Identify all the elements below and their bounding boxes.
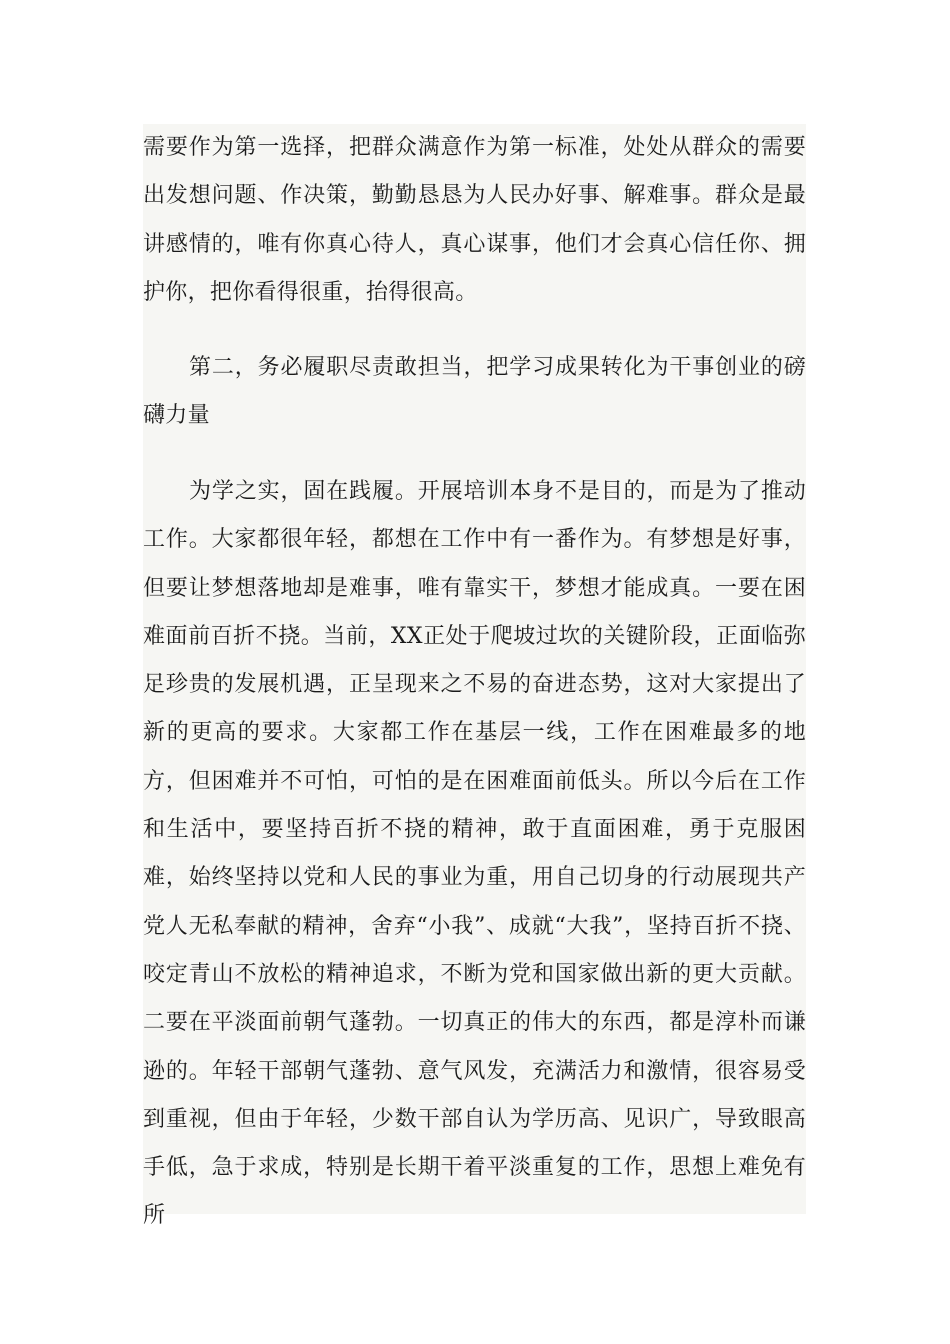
document-page: [143, 124, 806, 1229]
paragraph-continuation: 需要作为第一选择，把群众满意作为第一标准，处处从群众的需要出发想问题、作决策，勤勤恳恳为人民办好事、解难事。群众是最讲感情的，唯有你真心待人，真心谋事，他们才会真心信任你、拥护你，把你看得很重，抬得很高。: [143, 135, 806, 305]
paragraph-body: 为学之实，固在践履。开展培训本身不是目的，而是为了推动工作。大家都很年轻，都想在工作中有一番作为。有梦想是好事，但要让梦想落地却是难事，唯有靠实干，梦想才能成真。一要在困难面前百折不挠。当前，XX正处于爬坡过坎的关键阶段，正面临弥足珍贵的发展机遇，正呈现来之不易的奋进态势，这对大家提出了新的更高的要求。大家都工作在基层一线，工作在困难最多的地方，但困难并不可怕，可怕的是在困难面前低头。所以今后在工作和生活中，要坚持百折不挠的精神，敢于直面困难，勇于克服困难，始终坚持以党和人民的事业为重，用自己切身的行动展现共产党人无私奉献的精神，舍弃“小我”、成就“大我”，坚持百折不挠、咬定青山不放松的精神追求，不断为党和国家做出新的更大贡献。二要在平淡面前朝气蓬勃。一切真正的伟大的东西，都是淳朴而谦逊的。年轻干部朝气蓬勃、意气风发，充满活力和激情，很容易受到重视，但由于年轻，少数干部自认为学历高、见识广，导致眼高手低，急于求成，特别是长期干着平淡重复的工作，思想上难免有所: [143, 479, 806, 1229]
section-heading: 第二，务必履职尽责敢担当，把学习成果转化为干事创业的磅礴力量: [143, 355, 806, 429]
